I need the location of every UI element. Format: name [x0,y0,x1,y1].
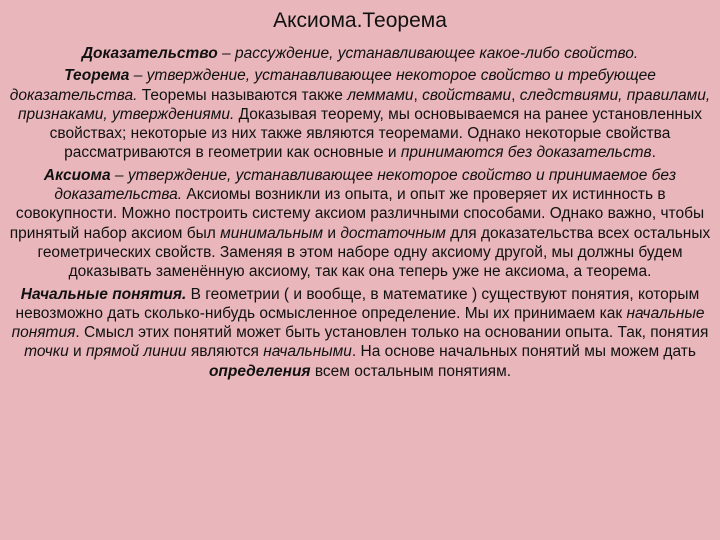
paragraph-initial-concepts [8,285,712,381]
theorem-definition: – утверждение, устанавливающее некоторое свойство и требующее доказательства. [9,67,656,104]
term-axiom: Аксиома [43,166,111,184]
synonym-properties: свойствами [422,86,512,104]
word-initial-concepts: начальные понятия [11,304,705,342]
theorem-text-1: Теоремы называются также [137,86,348,104]
initial-text-5: всем остальным понятиям. [310,362,512,380]
initial-text-1: В геометрии ( и вообще, в математике ) существуют понятия, которым невозможно дать сколько-нибудь осмысленное определение. Мы их принимаем как [15,285,700,322]
slide-title: Аксиома.Теорема [273,9,447,32]
axiom-text-2: для доказательства всех остальных геометрических свойств. Заменяя в этом наборе одну аксиому другой, мы должны будем доказывать заменённую аксиому, так как она теперь уже не аксиома, а теорема. [37,224,711,281]
word-and: и [323,224,341,242]
proof-definition: – рассуждение, устанавливающее какое-либо свойство. [217,45,639,62]
word-initial: начальными [263,343,352,361]
theorem-text-3: . [651,144,656,162]
word-minimal: минимальным [220,224,324,242]
initial-text-3: являются [186,343,264,361]
term-proof: Доказательство [81,45,218,62]
comma-2: , [511,86,520,104]
axiom-definition: – утверждение, устанавливающее некоторое свойство и принимаемое без доказательства. [54,166,677,204]
synonym-lemmas: леммами [347,86,414,104]
initial-text-2: . Смысл этих понятий может быть установлен только на основании опыта. Так, понятия [75,324,709,342]
theorem-text-2: Доказывая теорему, мы основываемся на ранее установленных свойствах; некоторые из них также являются теоремами. Однако некоторые свойства рассматриваются в геометрии как основные и [49,105,702,162]
slide-content [8,44,712,381]
accepted-without-proof: принимаются без доказательств [400,144,652,162]
word-definitions: определения [208,362,311,380]
word-sufficient: достаточным [340,224,446,242]
paragraph-theorem [8,66,712,162]
comma-1: , [413,86,423,104]
word-point: точки [24,343,69,361]
initial-text-4: . На основе начальных понятий мы можем дать [351,343,696,361]
term-initial-concepts: Начальные понятия. [20,285,187,303]
term-theorem: Теорема [64,67,130,85]
paragraph-proof [8,44,712,63]
axiom-text-1: Аксиомы возникли из опыта, и опыт же проверяет их истинность в совокупности. Можно построить систему аксиом различными способами. Однако важно, чтобы принятый набор аксиом был [9,186,705,242]
synonym-list: следствиями, правилами, признаками, утверждениями. [18,86,711,123]
word-and-2: и [68,343,86,361]
paragraph-axiom [8,166,712,282]
word-straight-line: прямой линии [85,343,187,361]
